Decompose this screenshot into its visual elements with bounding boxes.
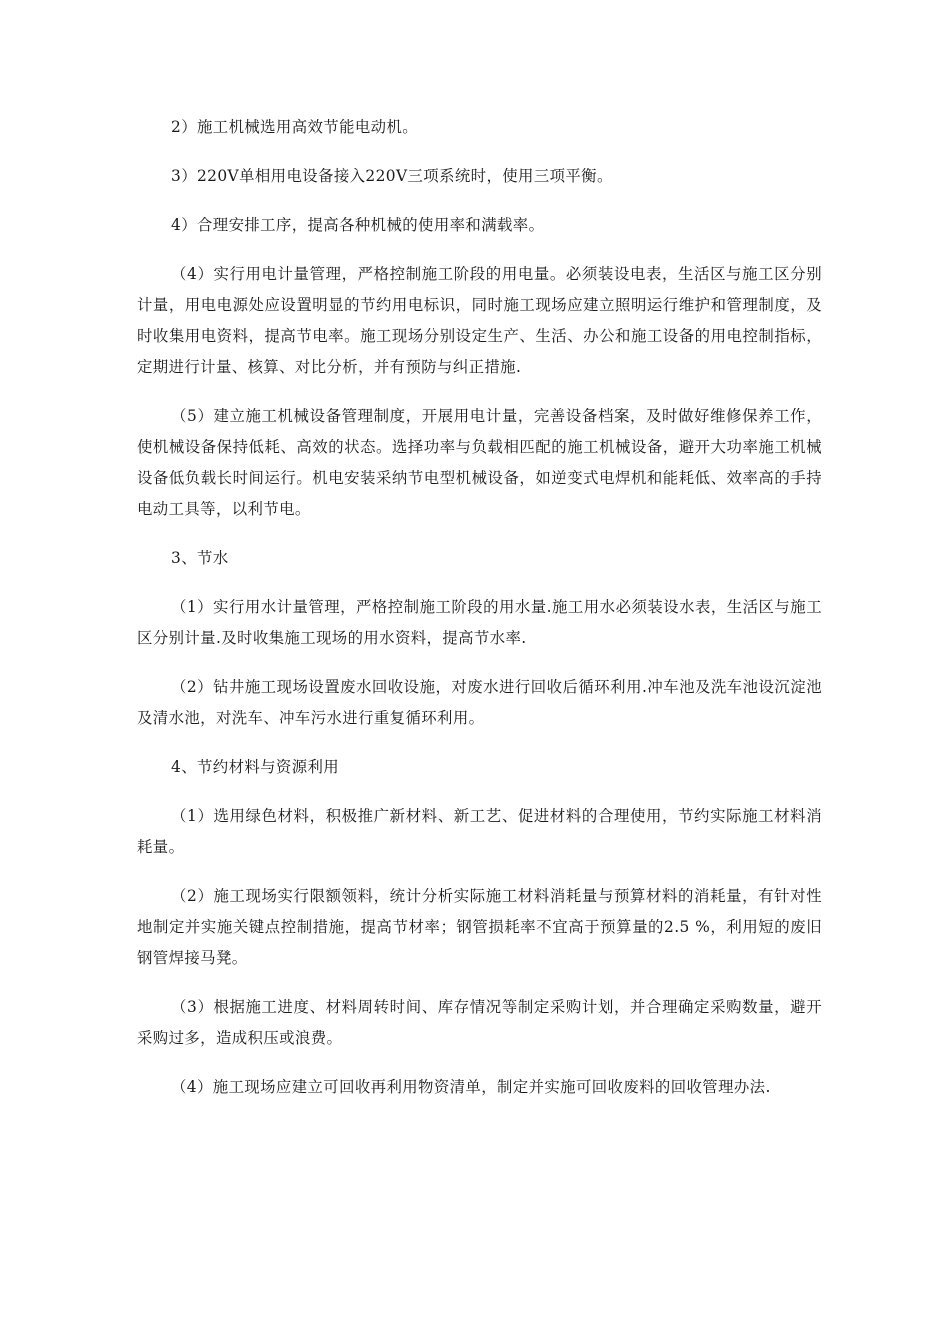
paragraph-quota-materials: （2）施工现场实行限额领料，统计分析实际施工材料消耗量与预算材料的消耗量，有针对性地制定并实施关键点控制措施，提高节材率；钢管损耗率不宜高于预算量的2.5 %，利用短的废旧钢管焊接马凳。 <box>137 887 822 967</box>
paragraph-recyclable-list: （4）施工现场应建立可回收再利用物资清单，制定并实施可回收废料的回收管理办法. <box>171 1078 771 1096</box>
paragraph-motor: 2）施工机械选用高效节能电动机。 <box>171 118 419 136</box>
paragraph-water-metering: （1）实行用水计量管理，严格控制施工阶段的用水量.施工用水必须装设水表，生活区与施工区分别计量.及时收集施工现场的用水资料，提高节水率. <box>137 598 822 647</box>
paragraph-procurement-plan: （3）根据施工进度、材料周转时间、库存情况等制定采购计划，并合理确定采购数量，避开采购过多，造成积压或浪费。 <box>137 998 822 1047</box>
paragraph-scheduling: 4）合理安排工序，提高各种机械的使用率和满载率。 <box>171 216 545 234</box>
section-heading-water-saving: 3、节水 <box>171 549 229 567</box>
paragraph-green-materials: （1）选用绿色材料，积极推广新材料、新工艺、促进材料的合理使用，节约实际施工材料消耗量。 <box>137 807 822 856</box>
paragraph-electricity-metering: （4）实行用电计量管理，严格控制施工阶段的用电量。必须装设电表，生活区与施工区分别计量，用电电源处应设置明显的节约用电标识，同时施工现场应建立照明运行维护和管理制度，及时收集用电资料，提高节电率。施工现场分别设定生产、生活、办公和施工设备的用电控制指标，定期进行计量、核算、对比分析，并有预防与纠正措施. <box>137 265 822 376</box>
section-heading-material-saving: 4、节约材料与资源利用 <box>171 758 340 776</box>
paragraph-single-phase: 3）220V单相用电设备接入220V三项系统时，使用三项平衡。 <box>171 167 613 185</box>
paragraph-equipment-management: （5）建立施工机械设备管理制度，开展用电计量，完善设备档案，及时做好维修保养工作，使机械设备保持低耗、高效的状态。选择功率与负载相匹配的施工机械设备，避开大功率施工机械设备低负载长时间运行。机电安装采纳节电型机械设备，如逆变式电焊机和能耗低、效率高的手持电动工具等，以利节电。 <box>137 407 822 518</box>
paragraph-wastewater-recycling: （2）钻井施工现场设置废水回收设施，对废水进行回收后循环利用.冲车池及洗车池设沉淀池及清水池，对洗车、冲车污水进行重复循环利用。 <box>137 678 822 727</box>
